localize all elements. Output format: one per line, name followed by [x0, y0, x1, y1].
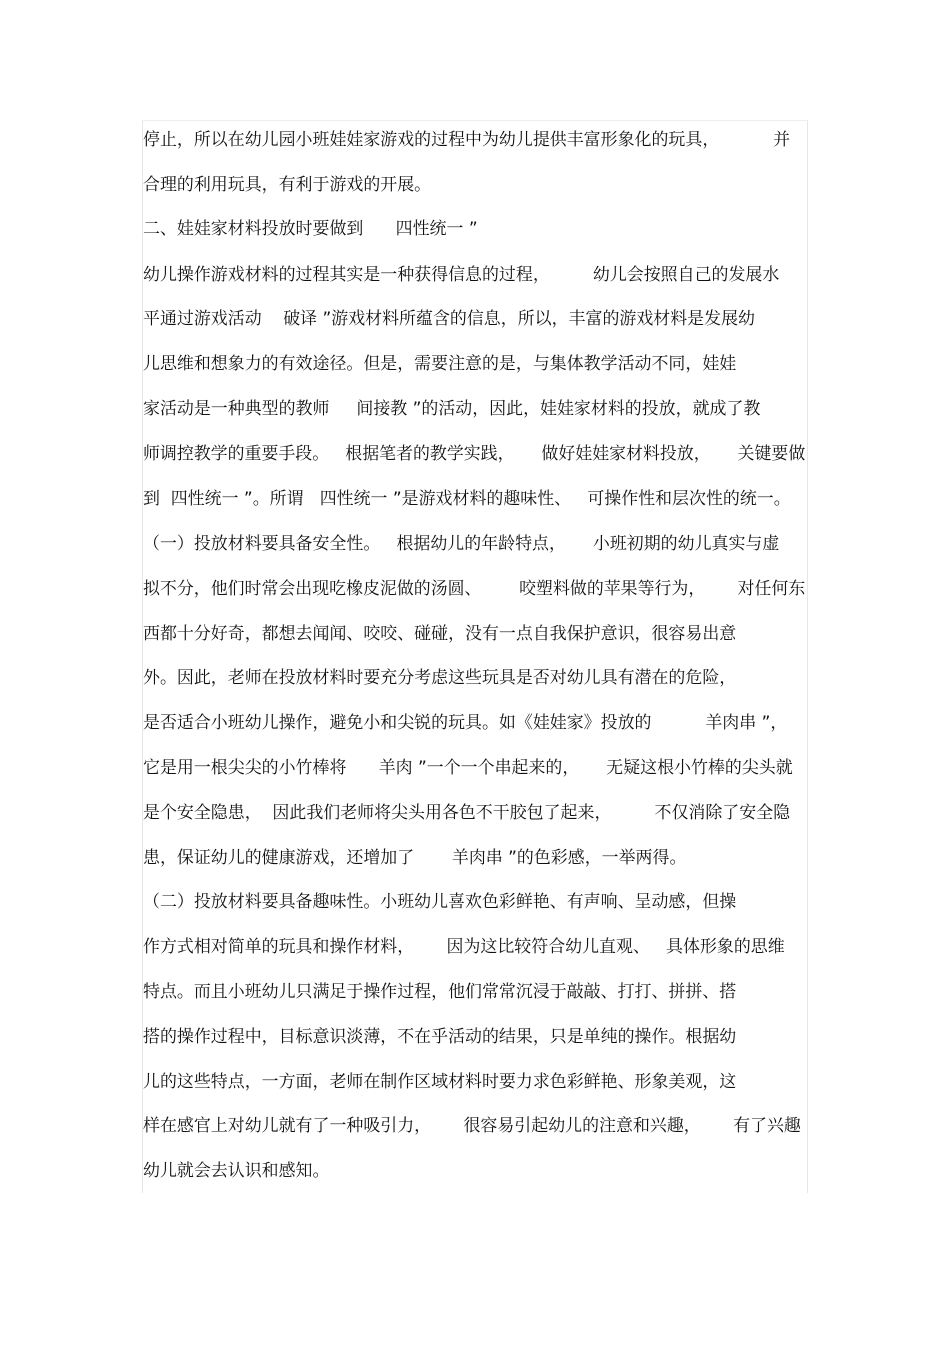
text-line: 合理的利用玩具，有利于游戏的开展。 — [143, 175, 432, 195]
text-line: 幼儿操作游戏材料的过程其实是一种获得信息的过程， 幼儿会按照自己的发展水 — [143, 265, 780, 285]
text-line: 幼儿就会去认识和感知。 — [143, 1161, 330, 1181]
text-line: 拟不分，他们时常会出现吃橡皮泥做的汤圆、 咬塑料做的苹果等行为， 对任何东 — [143, 579, 806, 599]
section-heading: 二、娃娃家材料投放时要做到 四性统一 ” — [143, 219, 478, 239]
text-line: 搭的操作过程中，目标意识淡薄，不在乎活动的结果，只是单纯的操作。根据幼 — [143, 1027, 737, 1047]
text-line: 到 四性统一 ”。所谓 四性统一 ”是游戏材料的趣味性、 可操作性和层次性的统一。 — [143, 489, 791, 509]
text-line: 是否适合小班幼儿操作，避免小和尖锐的玩具。如《娃娃家》投放的 羊肉串 ”， — [143, 713, 788, 733]
text-line: 停止，所以在幼儿园小班娃娃家游戏的过程中为幼儿提供丰富形象化的玩具， 并 — [143, 130, 791, 150]
text-line: 样在感官上对幼儿就有了一种吸引力， 很容易引起幼儿的注意和兴趣， 有了兴趣 — [143, 1116, 801, 1136]
text-line: 平通过游戏活动 破译 ”游戏材料所蕴含的信息，所以，丰富的游戏材料是发展幼 — [143, 309, 755, 329]
text-line: 家活动是一种典型的教师 间接教 ”的活动，因此，娃娃家材料的投放，就成了教 — [143, 399, 761, 419]
text-line: 是个安全隐患， 因此我们老师将尖头用各色不干胶包了起来， 不仅消除了安全隐 — [143, 803, 791, 823]
text-line: 作方式相对简单的玩具和操作材料， 因为这比较符合幼儿直观、 具体形象的思维 — [143, 937, 785, 957]
text-line: 师调控教学的重要手段。 根据笔者的教学实践， 做好娃娃家材料投放， 关键要做 — [143, 444, 806, 464]
text-line: 特点。而且小班幼儿只满足于操作过程，他们常常沉浸于敲敲、打打、拼拼、搭 — [143, 982, 737, 1002]
text-line: 外。因此，老师在投放材料时要充分考虑这些玩具是否对幼儿具有潜在的危险， — [143, 668, 737, 688]
text-line: 儿的这些特点，一方面，老师在制作区域材料时要力求色彩鲜艳、形象美观，这 — [143, 1072, 737, 1092]
text-line: 西都十分好奇，都想去闻闻、咬咬、碰碰，没有一点自我保护意识，很容易出意 — [143, 624, 737, 644]
subsection-heading: （二）投放材料要具备趣味性。小班幼儿喜欢色彩鲜艳、有声响、呈动感，但操 — [143, 892, 737, 912]
text-line: 患，保证幼儿的健康游戏，还增加了 羊肉串 ”的色彩感，一举两得。 — [143, 848, 687, 868]
text-line: 儿思维和想象力的有效途径。但是，需要注意的是，与集体教学活动不同，娃娃 — [143, 354, 737, 374]
subsection-heading: （一）投放材料要具备安全性。 根据幼儿的年龄特点， 小班初期的幼儿真实与虚 — [143, 534, 780, 554]
text-line: 它是用一根尖尖的小竹棒将 羊肉 ”一个一个串起来的， 无疑这根小竹棒的尖头就 — [143, 758, 793, 778]
